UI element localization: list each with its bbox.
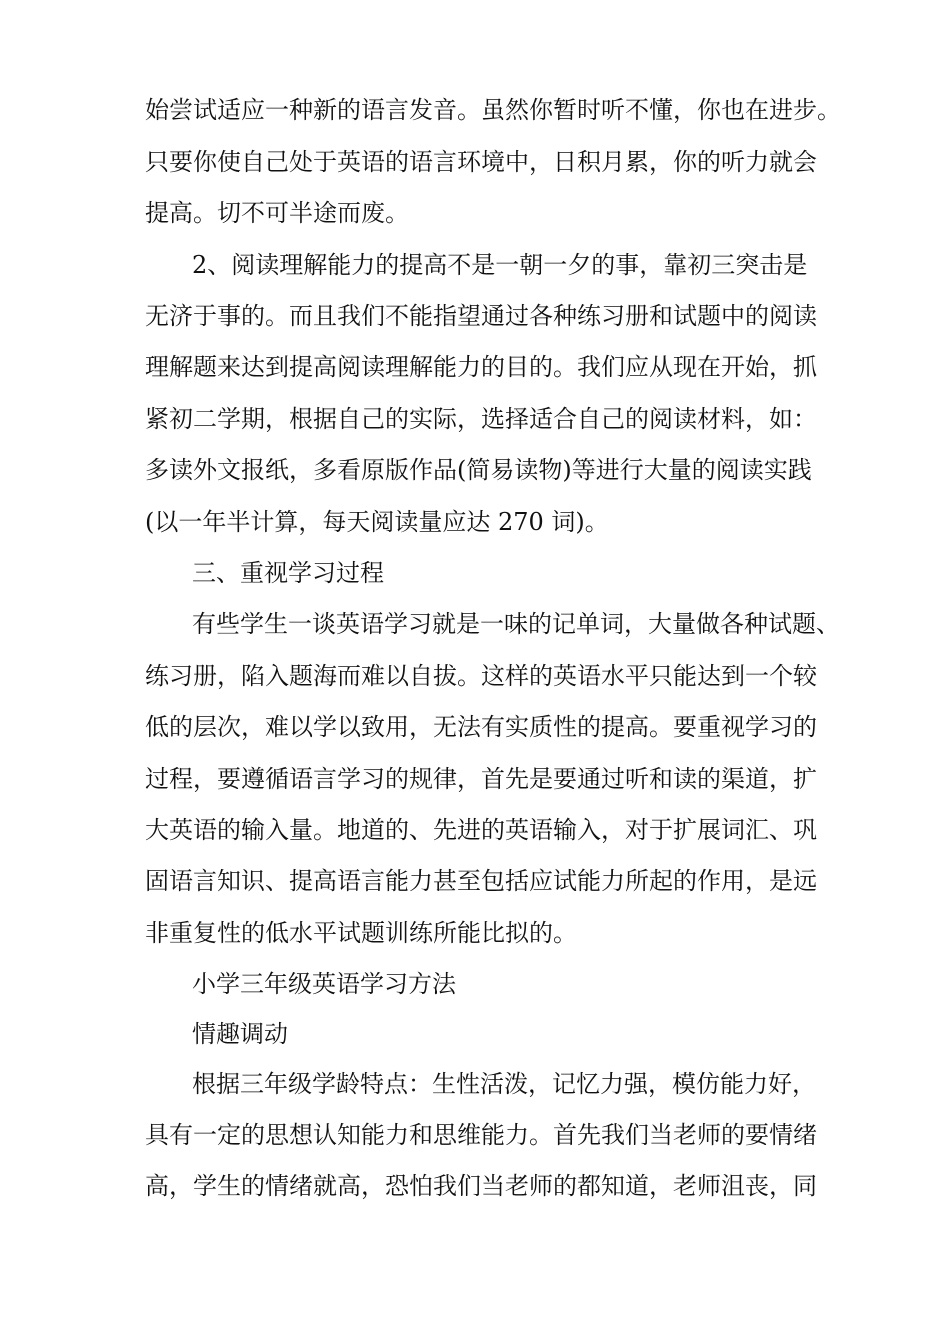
text-line: 低的层次，难以学以致用，无法有实质性的提高。要重视学习的 — [145, 713, 817, 741]
text-line: 具有一定的思想认知能力和思维能力。首先我们当老师的要情绪 — [145, 1121, 817, 1149]
text-line: 大英语的输入量。地道的、先进的英语输入，对于扩展词汇、巩 — [145, 816, 817, 844]
text-line: 理解题来达到提高阅读理解能力的目的。我们应从现在开始，抓 — [145, 353, 817, 381]
text-line: 无济于事的。而且我们不能指望通过各种练习册和试题中的阅读 — [145, 302, 817, 330]
text-line: 非重复性的低水平试题训练所能比拟的。 — [145, 919, 577, 947]
text-line: 过程，要遵循语言学习的规律，首先是要通过听和读的渠道，扩 — [145, 765, 817, 793]
text-line: 高，学生的情绪就高，恐怕我们当老师的都知道，老师沮丧，同 — [145, 1172, 817, 1200]
text-line: (以一年半计算，每天阅读量应达 270 词)。 — [145, 508, 609, 536]
text-line: 固语言知识、提高语言能力甚至包括应试能力所起的作用，是远 — [145, 867, 817, 895]
subheading: 情趣调动 — [192, 1020, 288, 1048]
section-heading: 三、重视学习过程 — [192, 559, 384, 587]
numbered-paragraph-start: 2、阅读理解能力的提高不是一朝一夕的事，靠初三突击是 — [192, 251, 808, 279]
text-line: 只要你使自己处于英语的语言环境中，日积月累，你的听力就会 — [145, 148, 817, 176]
text-line: 多读外文报纸，多看原版作品(简易读物)等进行大量的阅读实践 — [145, 456, 812, 484]
paragraph-start: 根据三年级学龄特点：生性活泼，记忆力强，模仿能力好， — [192, 1070, 816, 1098]
text-line: 始尝试适应一种新的语言发音。虽然你暂时听不懂，你也在进步。 — [145, 96, 841, 124]
article-title: 小学三年级英语学习方法 — [192, 970, 456, 998]
text-line: 紧初二学期，根据自己的实际，选择适合自己的阅读材料，如： — [145, 405, 817, 433]
text-line: 练习册，陷入题海而难以自拔。这样的英语水平只能达到一个较 — [145, 662, 817, 690]
paragraph-start: 有些学生一谈英语学习就是一味的记单词，大量做各种试题、 — [192, 610, 840, 638]
text-line: 提高。切不可半途而废。 — [145, 199, 409, 227]
